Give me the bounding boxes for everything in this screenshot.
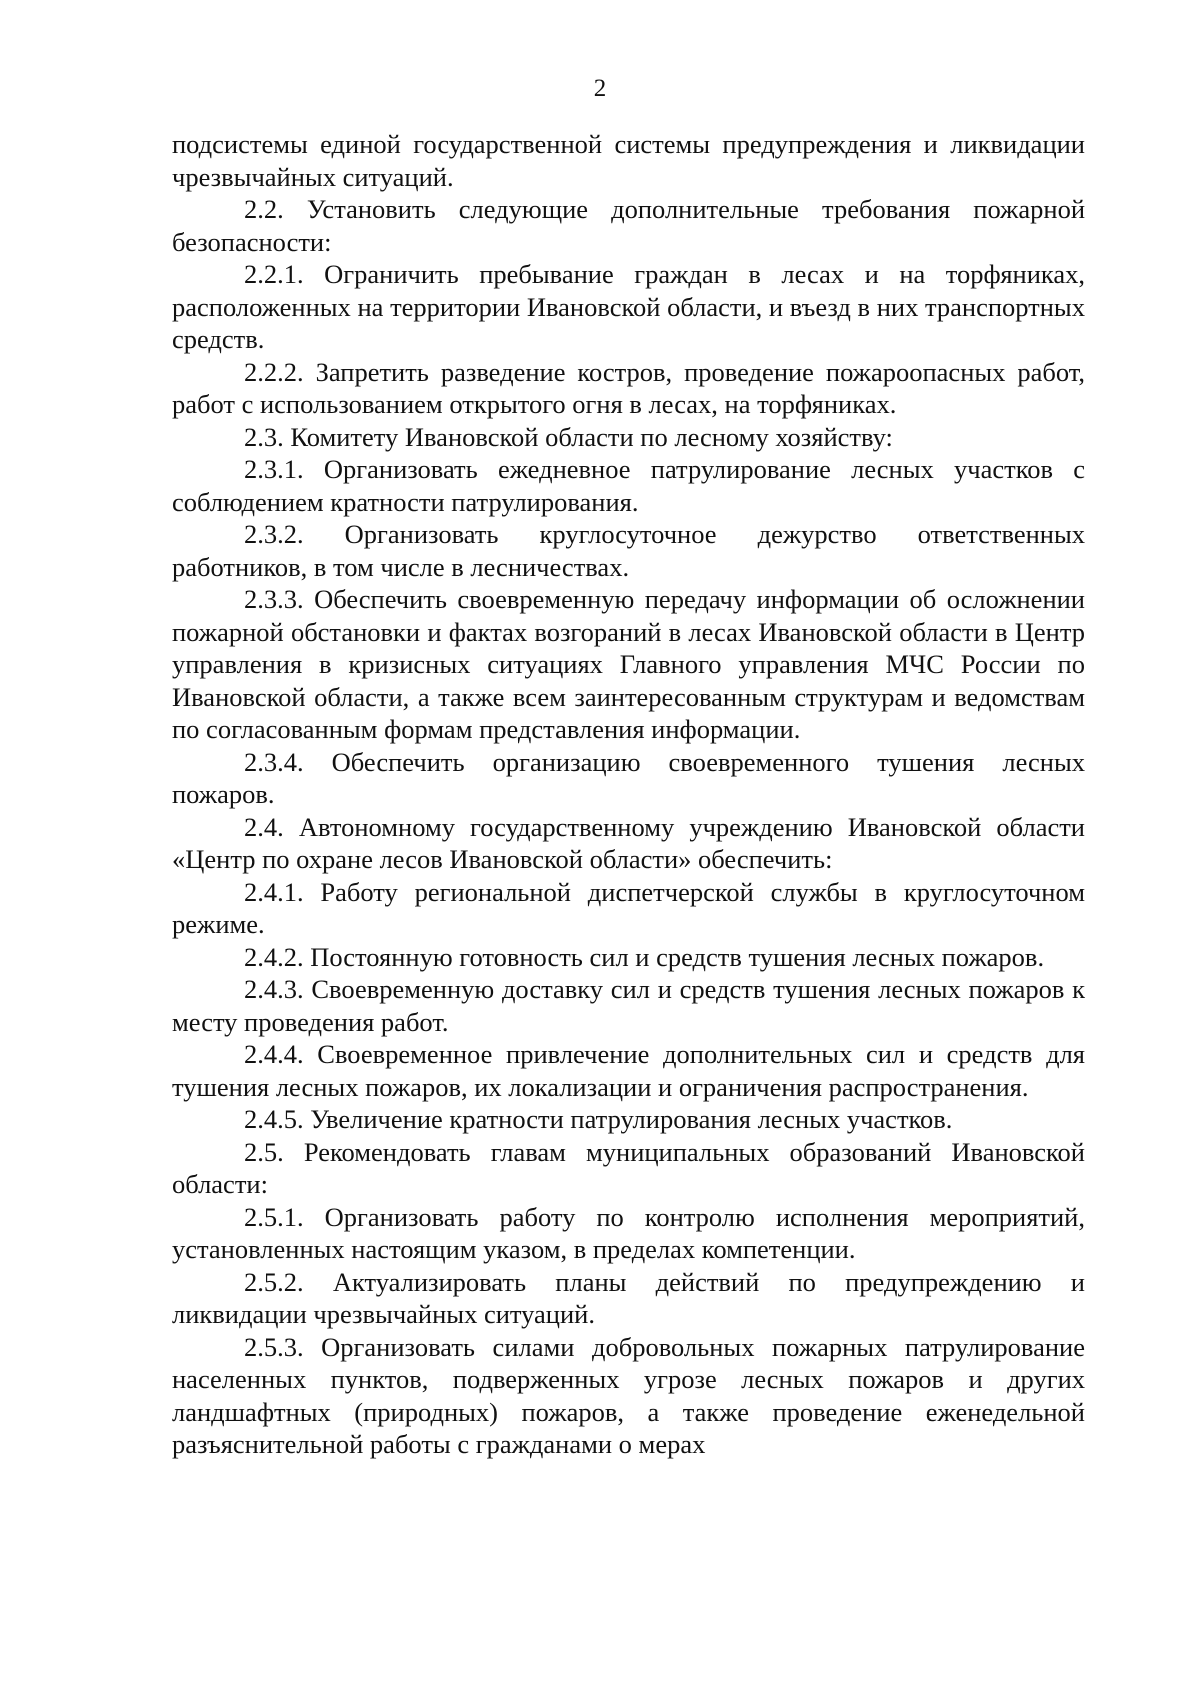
page-number: 2 — [593, 75, 607, 102]
paragraph: подсистемы единой государственной системы предупреждения и ликвидации чрезвычайных ситуаций. — [172, 129, 1085, 192]
paragraph: 2.5.1. Организовать работу по контролю исполнения мероприятий, установленных настоящим указом, в пределах компетенции. — [172, 1201, 1085, 1264]
paragraph: 2.3. Комитету Ивановской области по лесному хозяйству: — [244, 421, 893, 452]
paragraph: 2.4.1. Работу региональной диспетчерской службы в круглосуточном режиме. — [172, 876, 1085, 939]
paragraph: 2.2.2. Запретить разведение костров, проведение пожароопасных работ, работ с использованием открытого огня в лесах, на торфяниках. — [172, 356, 1085, 419]
paragraph: 2.4.4. Своевременное привлечение дополнительных сил и средств для тушения лесных пожаров, их локализации и ограничения распространения. — [172, 1039, 1085, 1102]
paragraph: 2.4. Автономному государственному учреждению Ивановской области «Центр по охране лесов Ивановской области» обеспечить: — [172, 811, 1085, 874]
paragraph: 2.5. Рекомендовать главам муниципальных образований Ивановской области: — [172, 1136, 1085, 1199]
paragraph: 2.2.1. Ограничить пребывание граждан в лесах и на торфяниках, расположенных на территории Ивановской области, и въезд в них транспортных средств. — [172, 259, 1085, 354]
paragraph: 2.3.4. Обеспечить организацию своевременного тушения лесных пожаров. — [172, 746, 1085, 809]
paragraph: 2.4.5. Увеличение кратности патрулирования лесных участков. — [244, 1104, 953, 1134]
paragraph: 2.4.3. Своевременную доставку сил и средств тушения лесных пожаров к месту проведения работ. — [172, 974, 1085, 1037]
document-body — [172, 128, 1085, 1461]
paragraph: 2.3.1. Организовать ежедневное патрулирование лесных участков с соблюдением кратности патрулирования. — [172, 454, 1085, 517]
paragraph: 2.5.2. Актуализировать планы действий по предупреждению и ликвидации чрезвычайных ситуаций. — [172, 1266, 1085, 1329]
paragraph: 2.3.2. Организовать круглосуточное дежурство ответственных работников, в том числе в лесничествах. — [172, 519, 1085, 582]
paragraph: 2.3.3. Обеспечить своевременную передачу информации об осложнении пожарной обстановки и фактах возгораний в лесах Ивановской области в Центр управления в кризисных ситуациях Главного управления МЧС России по Ивановской области, а также всем заинтересованным структурам и ведомствам по согласованным формам представления информации. — [172, 584, 1085, 744]
paragraph: 2.2. Установить следующие дополнительные требования пожарной безопасности: — [172, 194, 1085, 257]
paragraph: 2.4.2. Постоянную готовность сил и средств тушения лесных пожаров. — [244, 941, 1045, 972]
paragraph: 2.5.3. Организовать силами добровольных пожарных патрулирование населенных пунктов, подверженных угрозе лесных пожаров и других ландшафтных (природных) пожаров, а также проведение еженедельной разъяснительной работы с гражданами о мерах — [172, 1331, 1085, 1459]
